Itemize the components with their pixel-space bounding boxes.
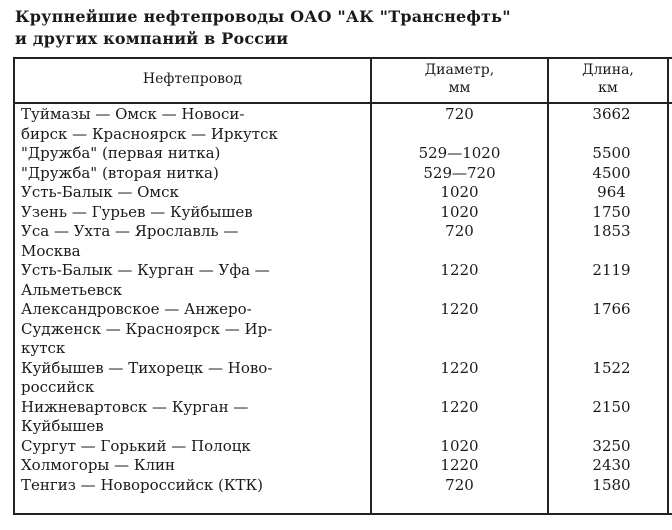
pipeline-name: "Дружба" (вторая нитка) [21, 163, 219, 182]
pipeline-diameter: 1020 [440, 436, 479, 455]
pipeline-diameter: 720 [445, 105, 474, 123]
table-title: Крупнейшие нефтепроводы ОАО "АК "Транснефть" и других компаний в России [15, 7, 511, 48]
table-row [15, 437, 672, 457]
pipeline-length: 1522 [592, 358, 631, 377]
pipeline-name: Тенгиз — Новороссийск (КТК) [21, 475, 263, 494]
pipeline-name: Нижневартовск — Курган — Куйбышев [21, 397, 249, 435]
pipeline-diameter: 529—720 [423, 163, 496, 182]
pipeline-name: Узень — Гурьев — Куйбышев [21, 202, 253, 221]
header-length: Длина, км [582, 62, 634, 96]
pipeline-name: Туймазы — Омск — Новоси- бирск — Красноярск — Иркутск [21, 105, 278, 143]
table-row [15, 164, 672, 184]
pipeline-length: 5500 [592, 144, 631, 162]
pipeline-length: 3662 [592, 105, 631, 123]
pipeline-length: 2119 [592, 261, 631, 279]
pipeline-name: Усть-Балык — Омск [21, 183, 179, 201]
pipeline-diameter: 1220 [440, 456, 479, 474]
pipeline-name: "Дружба" (первая нитка) [21, 144, 221, 162]
pipeline-name: Куйбышев — Тихорецк — Ново- российск [21, 358, 273, 396]
table-row [15, 359, 672, 398]
pipeline-length: 4500 [592, 163, 631, 182]
pipeline-length: 1580 [592, 475, 631, 494]
pipeline-name: Усть-Балык — Курган — Уфа — Альметьевск [21, 261, 270, 299]
pipeline-diameter: 720 [445, 475, 474, 494]
pipeline-diameter: 720 [445, 222, 474, 240]
pipeline-name: Уса — Ухта — Ярославль — Москва [21, 222, 239, 260]
table-row [15, 476, 672, 496]
table-row [15, 203, 672, 223]
table-row [15, 222, 672, 261]
pipeline-diameter: 1220 [440, 300, 479, 318]
table-row [15, 300, 672, 359]
pipeline-length: 3250 [592, 436, 631, 455]
pipeline-diameter: 1220 [440, 397, 479, 416]
pipeline-length: 964 [597, 183, 626, 201]
pipeline-name: Сургут — Горький — Полоцк [21, 436, 251, 455]
pipeline-name: Холмогоры — Клин [21, 456, 176, 474]
pipeline-diameter: 1220 [440, 358, 479, 377]
pipeline-name: Александровское — Анжеро- Судженск — Красноярск — Ир- кутск [21, 300, 273, 357]
pipeline-length: 2430 [592, 456, 631, 474]
pipeline-diameter: 1220 [440, 261, 479, 279]
pipeline-length: 2150 [592, 397, 631, 416]
table-row [15, 144, 672, 164]
pipeline-length: 1853 [592, 222, 631, 240]
pipeline-length: 1750 [592, 202, 631, 221]
pipeline-length: 1766 [592, 300, 631, 318]
pipeline-diameter: 529—1020 [418, 144, 501, 162]
table-row [15, 398, 672, 437]
header-pipeline: Нефтепровод [142, 71, 243, 87]
table-row [15, 183, 672, 203]
table-row [15, 261, 672, 300]
pipeline-diameter: 1020 [440, 202, 479, 221]
table-row [15, 105, 672, 144]
table-row [15, 456, 672, 476]
header-diameter: Диаметр, мм [424, 62, 495, 96]
header-divider [15, 102, 672, 104]
pipelines-table [13, 57, 672, 515]
pipeline-diameter: 1020 [440, 183, 479, 201]
